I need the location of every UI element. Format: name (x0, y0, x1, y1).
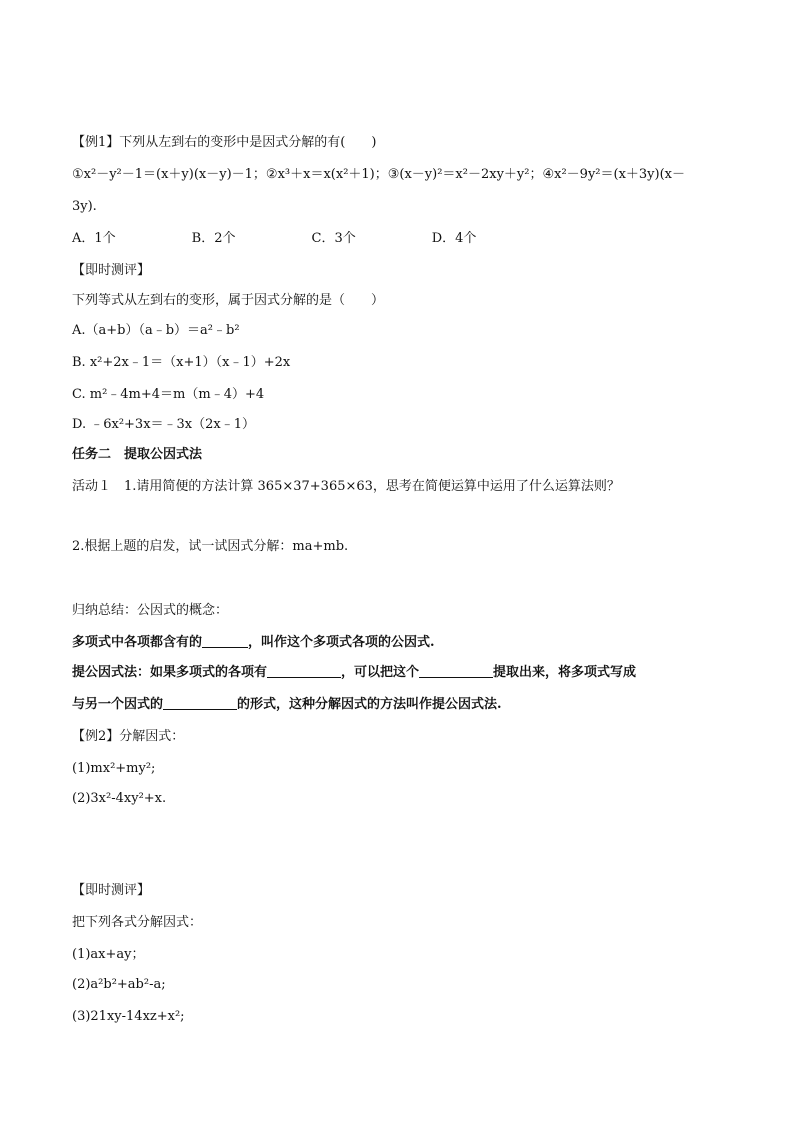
option-b: B．2个 (191, 231, 236, 246)
quiz-2-instruction: 把下列各式分解因式： (72, 915, 203, 930)
summary-definition (72, 634, 734, 652)
fill-blank-3[interactable] (419, 664, 493, 678)
quiz-2-heading: 【即时测评】 (72, 883, 151, 898)
fill-blank-1[interactable] (202, 634, 248, 648)
example-1-options (72, 230, 734, 248)
option-d: D．4个 (431, 231, 477, 246)
summary-title: 归纳总结：公因式的概念： (72, 603, 229, 618)
example-1-statements: ①x²－y²－1＝(x＋y)(x－y)－1；②x³＋x＝x(x²＋1)；③(x－y)²＝x²－2xy＋y²；④x²－9y²＝(x＋3y)(x－ (72, 167, 685, 182)
quiz-1-heading: 【即时测评】 (72, 263, 151, 278)
summary-method-part1: 提公因式法：如果多项式的各项有 (72, 665, 268, 680)
quiz-1-option-a: A.（a+b）（a﹣b）＝a²﹣b² (72, 323, 240, 338)
quiz-2-problem-3: (3)21xy-14xz+x²; (72, 1009, 185, 1024)
summary-method-part4: 与另一个因式的 (72, 697, 164, 712)
quiz-1-option-d: D. ﹣6x²+3x＝﹣3x（2x﹣1） (72, 417, 256, 432)
summary-definition-part2: ，叫作这个多项式各项的公因式. (248, 635, 435, 650)
example-2-problem-2: (2)3x²-4xy²+x. (72, 791, 167, 806)
quiz-1-question: 下列等式从左到右的变形，属于因式分解的是（ ） (72, 293, 385, 308)
example-1-title: 【例1】下列从左到右的变形中是因式分解的有( ) (72, 135, 377, 150)
summary-method (72, 664, 734, 682)
fill-blank-2[interactable] (267, 664, 341, 678)
activity-1-question: 活动１ 1.请用简便的方法计算 365×37+365×63，思考在简便运算中运用了什么运算法则？ (72, 479, 620, 494)
option-a: A．1个 (72, 231, 116, 246)
summary-definition-part1: 多项式中各项都含有的 (72, 635, 203, 650)
summary-method-cont (72, 696, 734, 714)
fill-blank-4[interactable] (163, 696, 237, 710)
summary-method-part5: 的形式，这种分解因式的方法叫作提公因式法. (237, 697, 502, 712)
summary-method-part2: ，可以把这个 (341, 665, 420, 680)
task-2-title: 任务二 提取公因式法 (72, 447, 203, 462)
quiz-2-problem-2: (2)a²b²+ab²-a; (72, 977, 166, 992)
example-1-statements-cont: 3y). (72, 199, 97, 214)
quiz-1-option-b: B. x²+2x﹣1＝（x+1）（x﹣1）+2x (72, 355, 291, 370)
example-2-title: 【例2】分解因式： (72, 729, 185, 744)
summary-method-part3: 提取出来，将多项式写成 (493, 665, 637, 680)
example-2-problem-1: (1)mx²+my²; (72, 761, 156, 776)
quiz-1-option-c: C. m²﹣4m+4＝m（m﹣4）+4 (72, 387, 265, 402)
quiz-2-problem-1: (1)ax+ay； (72, 947, 145, 962)
option-c: C．3个 (311, 231, 356, 246)
activity-1-question-2: 2.根据上题的启发，试一试因式分解：ma+mb. (72, 539, 349, 554)
